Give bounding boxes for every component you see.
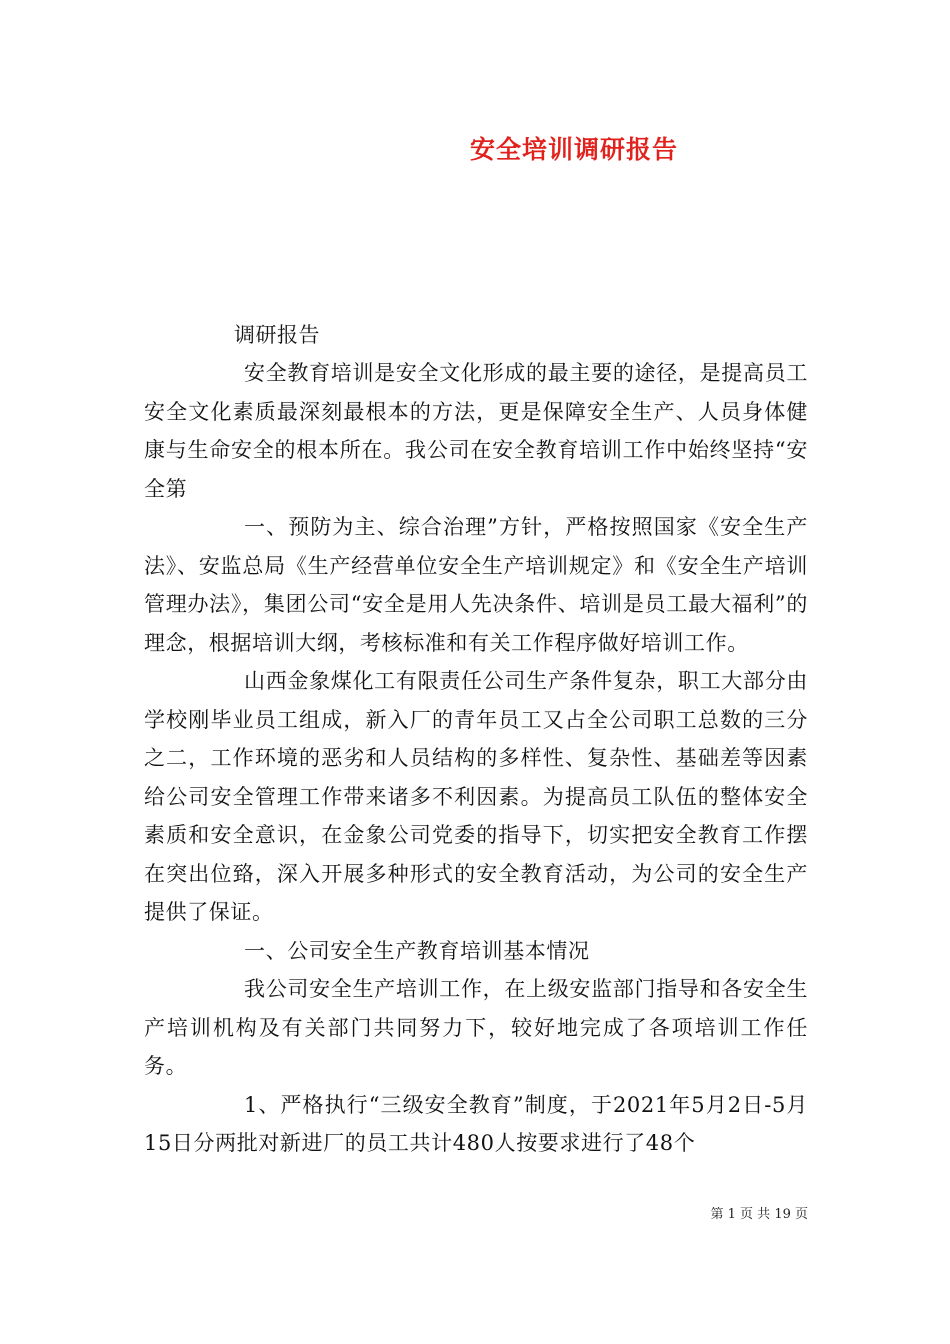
document-body [144,316,808,1163]
paragraph-policy: 一、预防为主、综合治理”方针，严格按照国家《安全生产法》、安监总局《生产经营单位安全生产培训规定》和《安全生产培训管理办法》，集团公司“安全是用人先决条件、培训是员工最大福利”的理念，根据培训大纲，考核标准和有关工作程序做好培训工作。 [144,515,808,655]
paragraph-training-summary: 我公司安全生产培训工作，在上级安监部门指导和各安全生产培训机构及有关部门共同努力下，较好地完成了各项培训工作任务。 [144,977,808,1078]
document-title: 安全培训调研报告 [470,135,679,164]
paragraph-three-level-education: 1、严格执行“三级安全教育”制度，于2021年5月2日-5月15日分两批对新进厂的员工共计480人按要求进行了48个 [144,1092,808,1155]
section-heading-basic-situation: 一、公司安全生产教育培训基本情况 [244,938,590,963]
page-number-footer: 第 1 页 共 19 页 [710,1207,808,1222]
report-subheading: 调研报告 [234,323,320,347]
paragraph-company-conditions: 山西金象煤化工有限责任公司生产条件复杂，职工大部分由学校刚毕业员工组成，新入厂的青年员工又占全公司职工总数的三分之二，工作环境的恶劣和人员结构的多样性、复杂性、基础差等因素给公司安全管理工作带来诸多不利因素。为提高员工队伍的整体安全素质和安全意识，在金象公司党委的指导下，切实把安全教育工作摆在突出位臵，深入开展多种形式的安全教育活动，为公司的安全生产提供了保证。 [144,669,808,924]
paragraph-intro: 安全教育培训是安全文化形成的最主要的途径，是提高员工安全文化素质最深刻最根本的方法，更是保障安全生产、人员身体健康与生命安全的根本所在。我公司在安全教育培训工作中始终坚持“安全第 [144,361,808,501]
